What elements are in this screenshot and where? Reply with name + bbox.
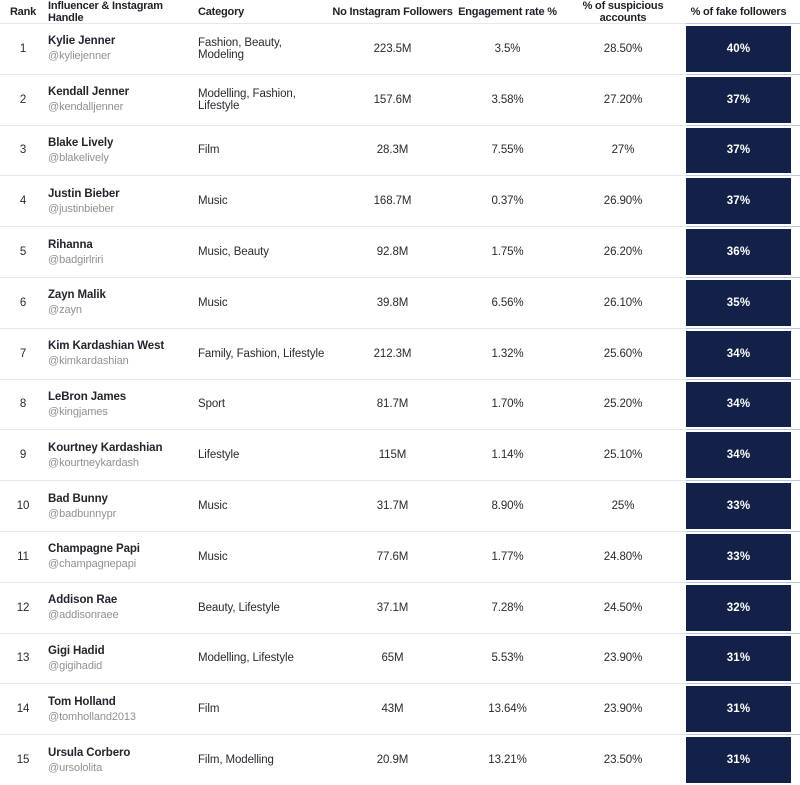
fake-followers-cell [686,683,800,734]
table-row [0,226,800,277]
category-cell: Film [196,683,330,734]
table-row [0,480,800,531]
suspicious-accounts-cell: 24.50% [560,582,686,633]
suspicious-accounts-cell: 24.80% [560,531,686,582]
instagram-handle: @kyliejenner [48,50,111,63]
fake-followers-badge: 35% [686,280,791,326]
category-cell: Sport [196,379,330,430]
followers-count-cell: 43M [330,683,455,734]
instagram-handle: @kendalljenner [48,101,124,114]
header-suspicious-accounts: % of suspicious accounts [582,0,664,25]
fake-followers-badge: 31% [686,737,791,783]
table-body [0,23,800,785]
influencer-name: Bad Bunny [48,492,108,505]
table-row [0,429,800,480]
category-cell: Beauty, Lifestyle [196,582,330,633]
instagram-handle: @badbunnypr [48,507,117,520]
influencer-cell [46,531,196,582]
followers-count-cell: 92.8M [330,226,455,277]
followers-count-cell: 212.3M [330,328,455,379]
followers-count-cell: 20.9M [330,734,455,785]
followers-count-cell: 168.7M [330,175,455,226]
followers-count-cell: 65M [330,633,455,684]
influencer-cell [46,429,196,480]
instagram-handle: @kingjames [48,405,108,418]
rank-cell: 10 [0,480,46,531]
fake-followers-badge: 32% [686,585,791,631]
instagram-handle: @kimkardashian [48,355,129,368]
category-cell: Fashion, Beauty, Modeling [196,23,330,74]
table-row [0,74,800,125]
influencer-name: LeBron James [48,390,127,403]
header-rank: Rank [9,6,37,19]
engagement-rate-cell: 5.53% [455,633,560,684]
influencer-cell [46,633,196,684]
table-row [0,531,800,582]
rank-cell: 11 [0,531,46,582]
followers-count-cell: 31.7M [330,480,455,531]
suspicious-accounts-cell: 25.10% [560,429,686,480]
fake-followers-badge: 34% [686,331,791,377]
fake-followers-cell [686,734,800,785]
rank-cell: 4 [0,175,46,226]
instagram-handle: @kourtneykardash [48,456,139,469]
engagement-rate-cell: 0.37% [455,175,560,226]
fake-followers-badge: 34% [686,432,791,478]
category-cell: Music [196,277,330,328]
influencer-name: Kim Kardashian West [48,340,165,353]
fake-followers-cell [686,74,800,125]
header-influencer-handle: Influencer & Instagram Handle [48,0,163,25]
influencer-name: Kendall Jenner [48,86,130,99]
engagement-rate-cell: 1.77% [455,531,560,582]
influencer-cell [46,277,196,328]
fake-followers-cell [686,277,800,328]
suspicious-accounts-cell: 27% [560,125,686,176]
table-row [0,328,800,379]
category-cell: Modelling, Lifestyle [196,633,330,684]
influencer-name: Kylie Jenner [48,35,116,48]
suspicious-accounts-cell: 23.90% [560,683,686,734]
influencer-cell [46,74,196,125]
influencer-cell [46,734,196,785]
fake-followers-badge: 37% [686,77,791,123]
suspicious-accounts-cell: 26.20% [560,226,686,277]
instagram-handle: @gigihadid [48,659,103,672]
followers-count-cell: 157.6M [330,74,455,125]
influencer-name: Ursula Corbero [48,746,131,759]
suspicious-accounts-cell: 25.20% [560,379,686,430]
influencer-name: Gigi Hadid [48,644,105,657]
engagement-rate-cell: 3.5% [455,23,560,74]
influencer-name: Tom Holland [48,695,116,708]
fake-followers-badge: 33% [686,534,791,580]
influencer-name: Kourtney Kardashian [48,441,163,454]
fake-followers-cell [686,379,800,430]
fake-followers-badge: 40% [686,26,791,72]
fake-followers-badge: 37% [686,128,791,174]
instagram-handle: @justinbieber [48,202,115,215]
engagement-rate-cell: 1.70% [455,379,560,430]
table-row [0,379,800,430]
rank-cell: 15 [0,734,46,785]
influencer-name: Zayn Malik [48,289,106,302]
table-row [0,582,800,633]
table-row [0,277,800,328]
suspicious-accounts-cell: 26.90% [560,175,686,226]
rank-cell: 1 [0,23,46,74]
header-category: Category [198,6,245,19]
table-row [0,683,800,734]
engagement-rate-cell: 7.55% [455,125,560,176]
suspicious-accounts-cell: 23.90% [560,633,686,684]
influencer-name: Justin Bieber [48,187,120,200]
engagement-rate-cell: 13.64% [455,683,560,734]
rank-cell: 5 [0,226,46,277]
suspicious-accounts-cell: 25% [560,480,686,531]
rank-cell: 13 [0,633,46,684]
table-row [0,633,800,684]
followers-count-cell: 223.5M [330,23,455,74]
category-cell: Music, Beauty [196,226,330,277]
instagram-handle: @tomholland2013 [48,710,136,723]
influencer-cell [46,23,196,74]
header-engagement-rate: Engagement rate % [458,6,557,19]
fake-followers-badge: 31% [686,686,791,732]
suspicious-accounts-cell: 27.20% [560,74,686,125]
instagram-handle: @champagnepapi [48,558,137,571]
engagement-rate-cell: 1.14% [455,429,560,480]
fake-followers-cell [686,429,800,480]
instagram-handle: @addisonraee [48,609,119,622]
fake-followers-badge: 34% [686,382,791,428]
engagement-rate-cell: 3.58% [455,74,560,125]
engagement-rate-cell: 6.56% [455,277,560,328]
followers-count-cell: 39.8M [330,277,455,328]
rank-cell: 7 [0,328,46,379]
fake-followers-cell [686,480,800,531]
influencer-name: Champagne Papi [48,543,140,556]
rank-cell: 9 [0,429,46,480]
influencer-cell [46,175,196,226]
fake-followers-cell [686,226,800,277]
influencer-cell [46,328,196,379]
category-cell: Film, Modelling [196,734,330,785]
engagement-rate-cell: 1.32% [455,328,560,379]
table-row [0,734,800,785]
influencer-name: Rihanna [48,238,93,251]
suspicious-accounts-cell: 28.50% [560,23,686,74]
influencer-cell [46,125,196,176]
engagement-rate-cell: 1.75% [455,226,560,277]
table-row [0,175,800,226]
influencer-cell [46,379,196,430]
influencer-name: Blake Lively [48,136,114,149]
rank-cell: 14 [0,683,46,734]
followers-count-cell: 115M [330,429,455,480]
category-cell: Film [196,125,330,176]
table-row [0,125,800,176]
influencer-name: Addison Rae [48,594,118,607]
fake-followers-badge: 33% [686,483,791,529]
influencer-cell [46,582,196,633]
fake-followers-cell [686,23,800,74]
header-followers: No Instagram Followers [332,6,453,19]
influencer-cell [46,683,196,734]
table-header [0,0,800,23]
followers-count-cell: 37.1M [330,582,455,633]
fake-followers-cell [686,175,800,226]
instagram-handle: @blakelively [48,151,109,164]
category-cell: Music [196,531,330,582]
followers-count-cell: 81.7M [330,379,455,430]
table-row [0,23,800,74]
suspicious-accounts-cell: 23.50% [560,734,686,785]
fake-followers-cell [686,328,800,379]
fake-followers-badge: 36% [686,229,791,275]
followers-count-cell: 28.3M [330,125,455,176]
rank-cell: 3 [0,125,46,176]
header-fake-followers: % of fake followers [690,6,787,19]
instagram-handle: @badgirlriri [48,253,104,266]
category-cell: Family, Fashion, Lifestyle [196,328,330,379]
rank-cell: 12 [0,582,46,633]
instagram-handle: @zayn [48,304,82,317]
fake-followers-cell [686,633,800,684]
category-cell: Music [196,480,330,531]
engagement-rate-cell: 7.28% [455,582,560,633]
suspicious-accounts-cell: 26.10% [560,277,686,328]
suspicious-accounts-cell: 25.60% [560,328,686,379]
fake-followers-badge: 37% [686,178,791,224]
rank-cell: 2 [0,74,46,125]
category-cell: Modelling, Fashion, Lifestyle [196,74,330,125]
rank-cell: 8 [0,379,46,430]
fake-followers-cell [686,582,800,633]
fake-followers-cell [686,125,800,176]
instagram-handle: @ursololita [48,761,103,774]
engagement-rate-cell: 13.21% [455,734,560,785]
fake-followers-badge: 31% [686,636,791,682]
rank-cell: 6 [0,277,46,328]
fake-followers-cell [686,531,800,582]
category-cell: Music [196,175,330,226]
category-cell: Lifestyle [196,429,330,480]
followers-count-cell: 77.6M [330,531,455,582]
influencer-cell [46,226,196,277]
influencer-cell [46,480,196,531]
engagement-rate-cell: 8.90% [455,480,560,531]
